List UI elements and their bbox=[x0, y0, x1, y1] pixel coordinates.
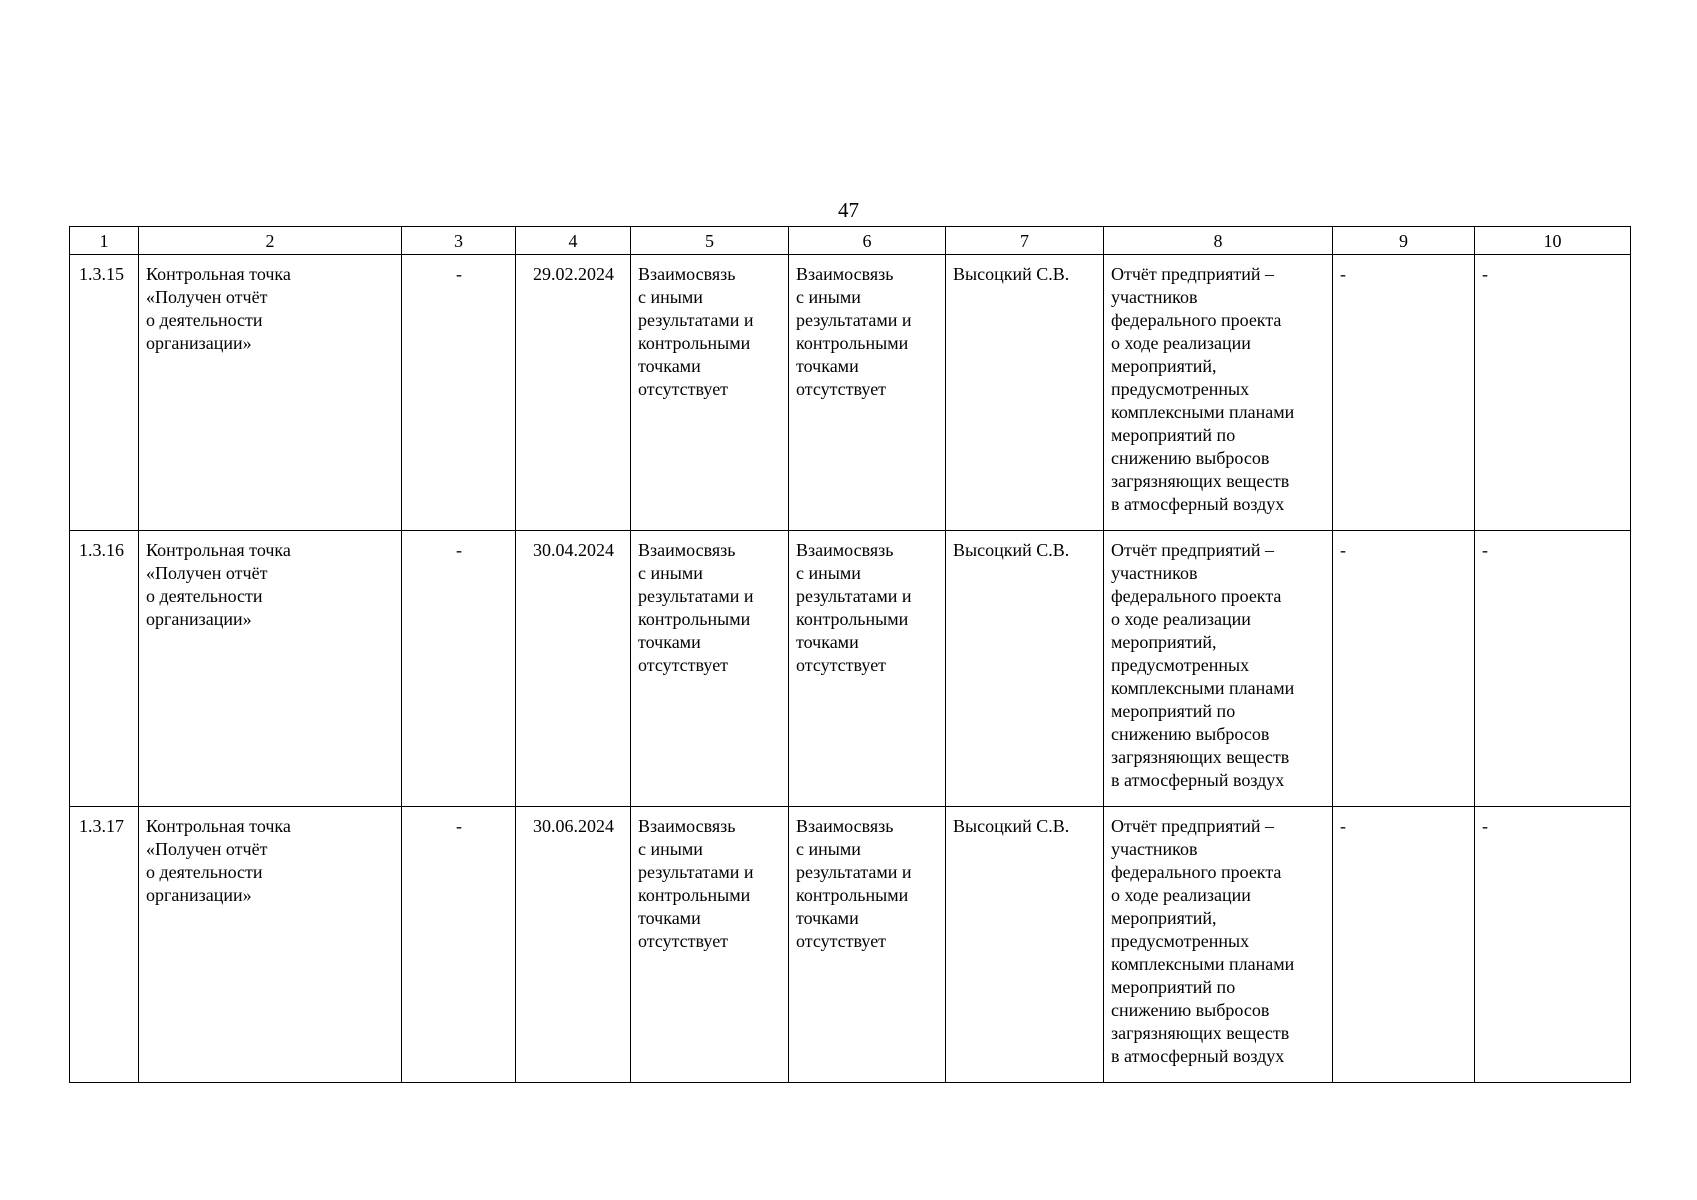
cell-relationship-5-line: отсутствует bbox=[638, 655, 729, 675]
cell-report-description-line: Отчёт предприятий – bbox=[1111, 816, 1274, 836]
column-header: 7 bbox=[946, 227, 1104, 255]
cell-relationship-5-line: Взаимосвязь bbox=[638, 816, 736, 836]
cell-control-point-name-line: организации» bbox=[146, 609, 252, 629]
cell-relationship-6-line: результатами и bbox=[796, 862, 912, 882]
cell-control-point-name-line: «Получен отчёт bbox=[146, 839, 268, 859]
column-header: 5 bbox=[631, 227, 789, 255]
cell-report-description-line: загрязняющих веществ bbox=[1111, 471, 1290, 491]
cell-column-9: - bbox=[1333, 807, 1475, 1083]
cell-relationship-5-line: результатами и bbox=[638, 586, 754, 606]
cell-relationship-5-line: точками bbox=[638, 356, 701, 376]
cell-relationship-5 bbox=[631, 531, 789, 807]
cell-item-number: 1.3.15 bbox=[70, 255, 139, 531]
cell-relationship-6-line: Взаимосвязь bbox=[796, 264, 894, 284]
cell-report-description-line: федерального проекта bbox=[1111, 862, 1282, 882]
cell-relationship-5-line: результатами и bbox=[638, 310, 754, 330]
cell-item-number: 1.3.16 bbox=[70, 531, 139, 807]
cell-due-date: 30.04.2024 bbox=[516, 531, 631, 807]
cell-column-3: - bbox=[402, 255, 516, 531]
column-header: 4 bbox=[516, 227, 631, 255]
cell-control-point-name-line: организации» bbox=[146, 885, 252, 905]
cell-relationship-6-line: точками bbox=[796, 356, 859, 376]
cell-report-description-line: снижению выбросов bbox=[1111, 1000, 1270, 1020]
cell-report-description-line: в атмосферный воздух bbox=[1111, 1046, 1285, 1066]
cell-report-description-line: загрязняющих веществ bbox=[1111, 1023, 1290, 1043]
cell-relationship-5 bbox=[631, 255, 789, 531]
cell-control-point-name-line: Контрольная точка bbox=[146, 816, 291, 836]
cell-control-point-name-line: «Получен отчёт bbox=[146, 287, 268, 307]
cell-report-description-line: в атмосферный воздух bbox=[1111, 770, 1285, 790]
cell-control-point-name bbox=[139, 807, 402, 1083]
cell-report-description bbox=[1104, 531, 1333, 807]
cell-responsible: Высоцкий С.В. bbox=[946, 807, 1104, 1083]
column-header: 3 bbox=[402, 227, 516, 255]
cell-report-description-line: мероприятий, bbox=[1111, 908, 1217, 928]
cell-relationship-5 bbox=[631, 807, 789, 1083]
cell-relationship-6-line: отсутствует bbox=[796, 379, 887, 399]
cell-relationship-5-line: с иными bbox=[638, 839, 703, 859]
cell-control-point-name bbox=[139, 255, 402, 531]
cell-relationship-6-line: с иными bbox=[796, 839, 861, 859]
table-row bbox=[70, 531, 1631, 807]
cell-report-description-line: мероприятий, bbox=[1111, 632, 1217, 652]
cell-control-point-name-line: о деятельности bbox=[146, 310, 263, 330]
cell-control-point-name-line: Контрольная точка bbox=[146, 540, 291, 560]
cell-relationship-5-line: Взаимосвязь bbox=[638, 264, 736, 284]
cell-relationship-6-line: результатами и bbox=[796, 586, 912, 606]
cell-column-9: - bbox=[1333, 255, 1475, 531]
cell-report-description bbox=[1104, 255, 1333, 531]
cell-relationship-5-line: контрольными bbox=[638, 333, 751, 353]
cell-control-point-name-line: о деятельности bbox=[146, 586, 263, 606]
cell-relationship-5-line: отсутствует bbox=[638, 931, 729, 951]
cell-report-description-line: в атмосферный воздух bbox=[1111, 494, 1285, 514]
cell-relationship-6 bbox=[789, 255, 946, 531]
cell-report-description-line: о ходе реализации bbox=[1111, 609, 1251, 629]
cell-control-point-name-line: о деятельности bbox=[146, 862, 263, 882]
cell-report-description-line: мероприятий, bbox=[1111, 356, 1217, 376]
cell-report-description-line: комплексными планами bbox=[1111, 678, 1295, 698]
cell-column-3: - bbox=[402, 807, 516, 1083]
cell-report-description-line: предусмотренных bbox=[1111, 379, 1250, 399]
cell-relationship-6-line: отсутствует bbox=[796, 655, 887, 675]
cell-due-date: 29.02.2024 bbox=[516, 255, 631, 531]
cell-report-description-line: мероприятий по bbox=[1111, 425, 1236, 445]
cell-relationship-6 bbox=[789, 531, 946, 807]
cell-report-description-line: предусмотренных bbox=[1111, 655, 1250, 675]
cell-control-point-name-line: «Получен отчёт bbox=[146, 563, 268, 583]
cell-report-description-line: участников bbox=[1111, 287, 1198, 307]
column-header: 6 bbox=[789, 227, 946, 255]
column-header: 2 bbox=[139, 227, 402, 255]
cell-report-description-line: комплексными планами bbox=[1111, 402, 1295, 422]
cell-control-point-name-line: Контрольная точка bbox=[146, 264, 291, 284]
cell-report-description-line: снижению выбросов bbox=[1111, 448, 1270, 468]
cell-relationship-5-line: результатами и bbox=[638, 862, 754, 882]
table-row bbox=[70, 807, 1631, 1083]
cell-control-point-name bbox=[139, 531, 402, 807]
cell-report-description-line: мероприятий по bbox=[1111, 701, 1236, 721]
cell-item-number: 1.3.17 bbox=[70, 807, 139, 1083]
table-row bbox=[70, 255, 1631, 531]
cell-control-point-name-line: организации» bbox=[146, 333, 252, 353]
page-number: 47 bbox=[838, 198, 859, 222]
cell-report-description-line: Отчёт предприятий – bbox=[1111, 540, 1274, 560]
cell-relationship-5-line: точками bbox=[638, 632, 701, 652]
cell-relationship-5-line: отсутствует bbox=[638, 379, 729, 399]
cell-responsible: Высоцкий С.В. bbox=[946, 255, 1104, 531]
cell-column-10: - bbox=[1475, 807, 1631, 1083]
cell-relationship-5-line: с иными bbox=[638, 563, 703, 583]
column-header: 1 bbox=[70, 227, 139, 255]
cell-relationship-6-line: Взаимосвязь bbox=[796, 540, 894, 560]
column-header: 8 bbox=[1104, 227, 1333, 255]
cell-relationship-6-line: Взаимосвязь bbox=[796, 816, 894, 836]
control-points-table bbox=[69, 226, 1631, 1083]
cell-relationship-6-line: контрольными bbox=[796, 333, 909, 353]
cell-column-10: - bbox=[1475, 255, 1631, 531]
cell-relationship-5-line: точками bbox=[638, 908, 701, 928]
cell-relationship-6-line: с иными bbox=[796, 563, 861, 583]
cell-relationship-5-line: контрольными bbox=[638, 609, 751, 629]
column-header: 10 bbox=[1475, 227, 1631, 255]
cell-report-description-line: о ходе реализации bbox=[1111, 333, 1251, 353]
cell-report-description-line: Отчёт предприятий – bbox=[1111, 264, 1274, 284]
cell-report-description-line: о ходе реализации bbox=[1111, 885, 1251, 905]
cell-relationship-6-line: контрольными bbox=[796, 609, 909, 629]
cell-due-date: 30.06.2024 bbox=[516, 807, 631, 1083]
cell-report-description-line: предусмотренных bbox=[1111, 931, 1250, 951]
cell-column-10: - bbox=[1475, 531, 1631, 807]
cell-relationship-5-line: Взаимосвязь bbox=[638, 540, 736, 560]
cell-relationship-6 bbox=[789, 807, 946, 1083]
cell-relationship-5-line: с иными bbox=[638, 287, 703, 307]
cell-report-description-line: участников bbox=[1111, 563, 1198, 583]
cell-report-description-line: снижению выбросов bbox=[1111, 724, 1270, 744]
column-number-row bbox=[70, 227, 1631, 255]
cell-relationship-6-line: с иными bbox=[796, 287, 861, 307]
cell-report-description-line: федерального проекта bbox=[1111, 310, 1282, 330]
cell-responsible: Высоцкий С.В. bbox=[946, 531, 1104, 807]
cell-relationship-6-line: контрольными bbox=[796, 885, 909, 905]
cell-report-description-line: федерального проекта bbox=[1111, 586, 1282, 606]
cell-column-3: - bbox=[402, 531, 516, 807]
cell-report-description-line: комплексными планами bbox=[1111, 954, 1295, 974]
cell-relationship-6-line: результатами и bbox=[796, 310, 912, 330]
cell-report-description-line: загрязняющих веществ bbox=[1111, 747, 1290, 767]
cell-relationship-5-line: контрольными bbox=[638, 885, 751, 905]
cell-relationship-6-line: отсутствует bbox=[796, 931, 887, 951]
cell-column-9: - bbox=[1333, 531, 1475, 807]
column-header: 9 bbox=[1333, 227, 1475, 255]
cell-report-description-line: мероприятий по bbox=[1111, 977, 1236, 997]
cell-report-description bbox=[1104, 807, 1333, 1083]
cell-relationship-6-line: точками bbox=[796, 632, 859, 652]
cell-relationship-6-line: точками bbox=[796, 908, 859, 928]
cell-report-description-line: участников bbox=[1111, 839, 1198, 859]
